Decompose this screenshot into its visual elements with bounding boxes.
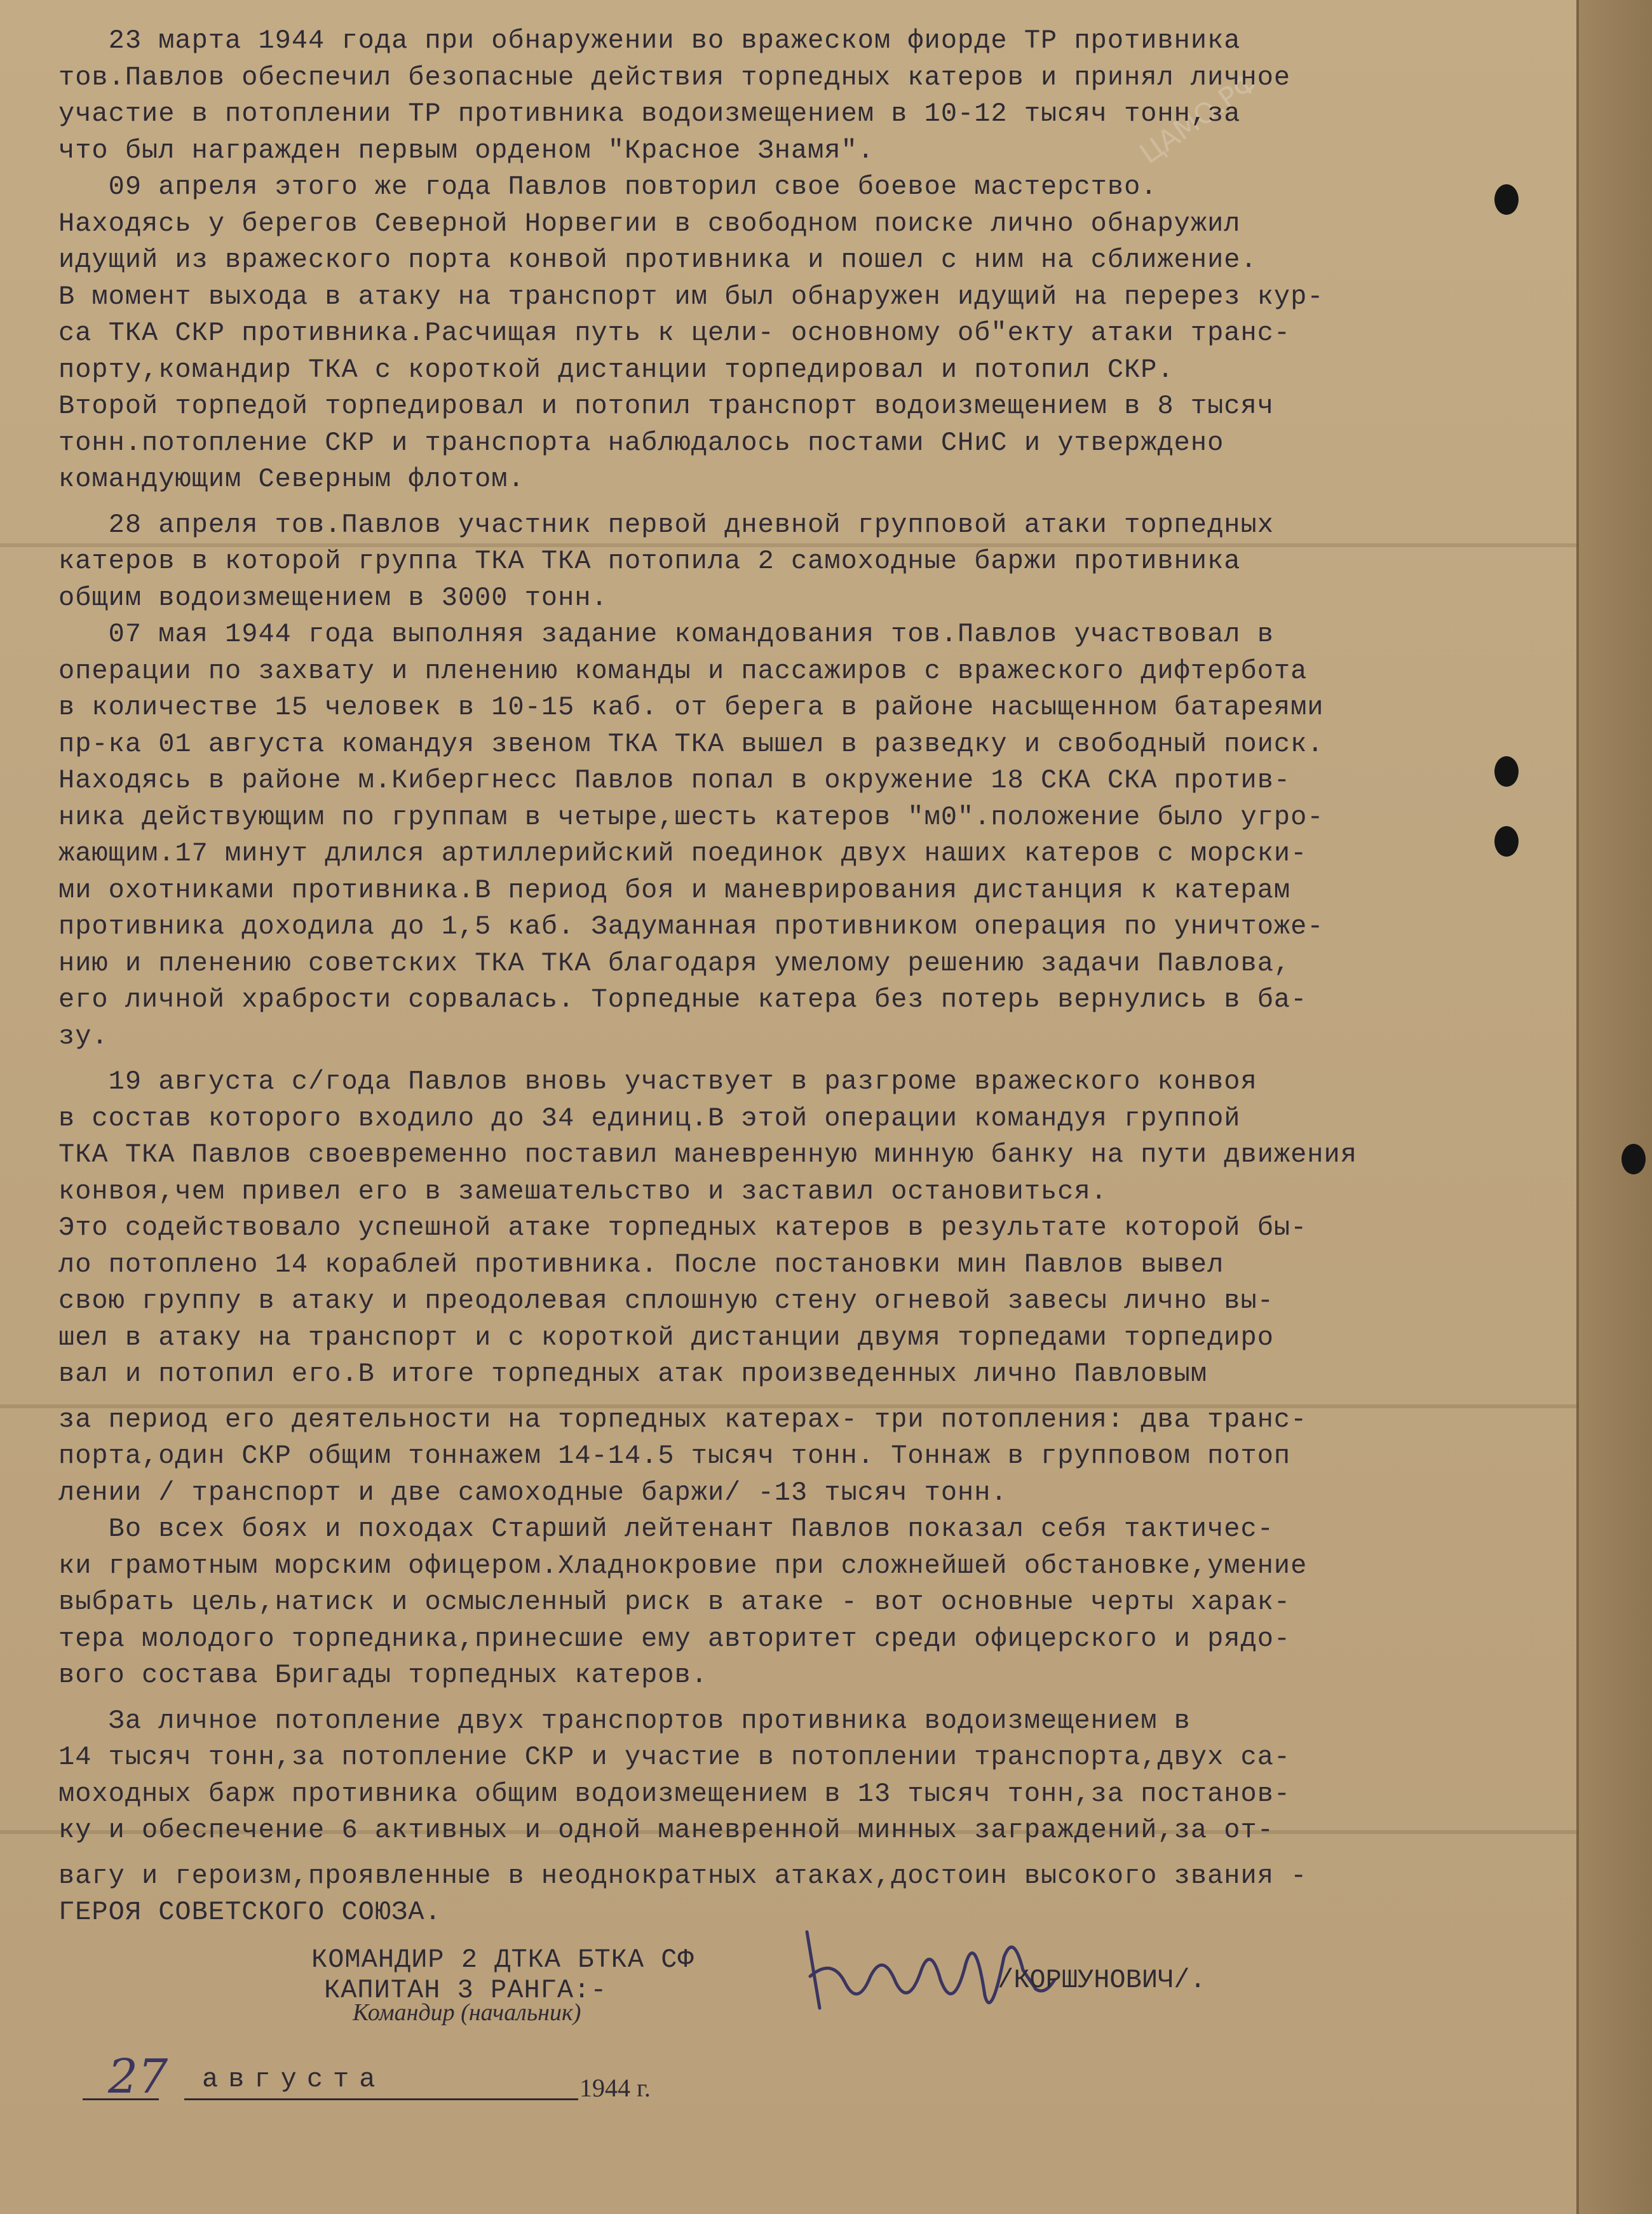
text-line: Находясь у берегов Северной Норвегии в свободном поиске лично обнаружил [58,208,1241,239]
text-line: участие в потоплении ТР противника водоизмещением в 10-12 тысяч тонн,за [58,98,1241,129]
date-day: 27 [108,2049,168,2104]
signature-title-block [311,1945,694,2006]
signature-title-line: КОМАНДИР 2 ДТКА БТКА СФ [311,1945,694,1975]
text-line: порта,один СКР общим тоннажем 14-14.5 тысяч тонн. Тоннаж в групповом потоп [58,1441,1291,1471]
text-line: 23 марта 1944 года при обнаружении во вражеском фиорде ТР противника [58,25,1241,56]
text-line: зу. [58,1021,109,1052]
text-line: в состав которого входило до 34 единиц.В этой операции командуя группой [58,1103,1241,1134]
document-body-text [58,23,1539,1931]
text-line: Во всех боях и походах Старший лейтенант Павлов показал себя тактичес- [58,1514,1274,1544]
text-line: свою группу в атаку и преодолевая сплошную стену огневой завесы лично вы- [58,1286,1274,1316]
text-line: конвоя,чем привел его в замешательство и заставил остановиться. [58,1176,1107,1207]
text-line: Второй торпедой торпедировал и потопил транспорт водоизмещением в 8 тысяч [58,391,1274,421]
text-line: вагу и героизм,проявленные в неоднократных атаках,достоин высокого звания - [58,1860,1308,1891]
text-line: ку и обеспечение 6 активных и одной маневренной минных заграждений,за от- [58,1815,1274,1845]
text-line: Это содействовало успешной атаке торпедных катеров в результате которой бы- [58,1212,1308,1243]
text-line: моходных барж противника общим водоизмещением в 13 тысяч тонн,за постанов- [58,1778,1291,1809]
text-line: лении / транспорт и две самоходные баржи/ -13 тысяч тонн. [58,1477,1008,1508]
text-line: за период его деятельности на торпедных катерах- три потопления: два транс- [58,1404,1308,1435]
text-line: ло потоплено 14 кораблей противника. После постановки мин Павлов вывел [58,1249,1224,1280]
text-line: идущий из вражеского порта конвой противника и пошел с ним на сближение. [58,245,1257,275]
text-line: ки грамотным морским офицером.Хладнокровие при сложнейшей обстановке,умение [58,1550,1308,1581]
signatory-name: /КОРШУНОВИЧ/. [998,1965,1206,1995]
text-line: порту,командир ТКА с короткой дистанции торпедировал и потопил СКР. [58,354,1174,385]
text-line: Находясь в районе м.Кибергнесс Павлов попал в окружение 18 СКА СКА против- [58,765,1291,796]
punch-hole [1622,1144,1646,1174]
text-line: командующим Северным флотом. [58,464,525,494]
text-line: его личной храбрости сорвалась. Торпедные катера без потерь вернулись в ба- [58,984,1308,1015]
text-line: жающим.17 минут длился артиллерийский поединок двух наших катеров с морски- [58,838,1308,869]
text-line: 09 апреля этого же года Павлов повторил свое боевое мастерство. [58,172,1158,202]
text-line: катеров в которой группа ТКА ТКА потопила 2 самоходные баржи противника [58,546,1241,576]
text-line: вого состава Бригады торпедных катеров. [58,1660,708,1690]
text-line: тера молодого торпедника,принесшие ему авторитет среди офицерского и рядо- [58,1623,1291,1654]
text-line: вал и потопил его.В итоге торпедных атак произведенных лично Павловым [58,1359,1208,1389]
date-underline [184,2098,578,2100]
binding-edge [1576,0,1652,2214]
signature-rank-line: КАПИТАН 3 РАНГА:- [324,1975,607,2006]
text-line: тонн.потопление СКР и транспорта наблюдалось постами СНиС и утверждено [58,427,1224,458]
text-line: нию и пленению советских ТКА ТКА благодаря умелому решению задачи Павлова, [58,947,1291,979]
archive-watermark: ЦАМО.РФ [1134,65,1265,171]
text-line: выбрать цель,натиск и осмысленный риск в атаке - вот основные черты харак- [58,1587,1291,1617]
text-line: 19 августа с/года Павлов вновь участвует в разгроме вражеского конвоя [58,1066,1257,1097]
text-line: пр-ка 01 августа командуя звеном ТКА ТКА вышел в разведку и свободный поиск. [58,728,1324,759]
text-line: В момент выхода в атаку на транспорт им был обнаружен идущий на перерез кур- [58,281,1324,312]
text-line: 28 апреля тов.Павлов участник первой дневной групповой атаки торпедных [58,509,1274,540]
text-line: в количестве 15 человек в 10-15 каб. от берега в районе насыщенном батареями [58,692,1324,723]
text-line: ТКА ТКА Павлов своевременно поставил маневренную минную банку на пути движения [58,1139,1357,1170]
text-line: шел в атаку на транспорт и с короткой дистанции двумя торпедами торпедиро [58,1322,1274,1353]
text-line: операции по захвату и пленению команды и пассажиров с вражеского дифтербота [58,655,1308,686]
text-line: са ТКА СКР противника.Расчищая путь к цели- основному об"екту атаки транс- [58,318,1291,348]
text-line: 07 мая 1944 года выполняя задание командования тов.Павлов участвовал в [58,619,1274,649]
text-line: ника действующим по группам в четыре,шесть катеров "м0".положение было угро- [58,801,1324,832]
text-line: ми охотниками противника.В период боя и маневрирования дистанция к катерам [58,874,1291,906]
text-line: тов.Павлов обеспечил безопасные действия торпедных катеров и принял личное [58,62,1291,93]
text-line: 14 тысяч тонн,за потопление СКР и участие в потоплении транспорта,двух са- [58,1742,1291,1772]
signature-caption: Командир (начальник) [353,1999,581,2026]
date-month: августа [202,2064,386,2095]
text-line: ГЕРОЯ СОВЕТСКОГО СОЮЗА. [58,1897,442,1927]
date-year: 1944 г. [579,2074,651,2102]
text-line: противника доходила до 1,5 каб. Задуманная противником операция по уничтоже- [58,911,1324,942]
text-line: За личное потопление двух транспортов противника водоизмещением в [58,1705,1191,1736]
text-line: что был награжден первым орденом "Красное Знамя". [58,135,875,166]
text-line: общим водоизмещением в 3000 тонн. [58,582,608,613]
